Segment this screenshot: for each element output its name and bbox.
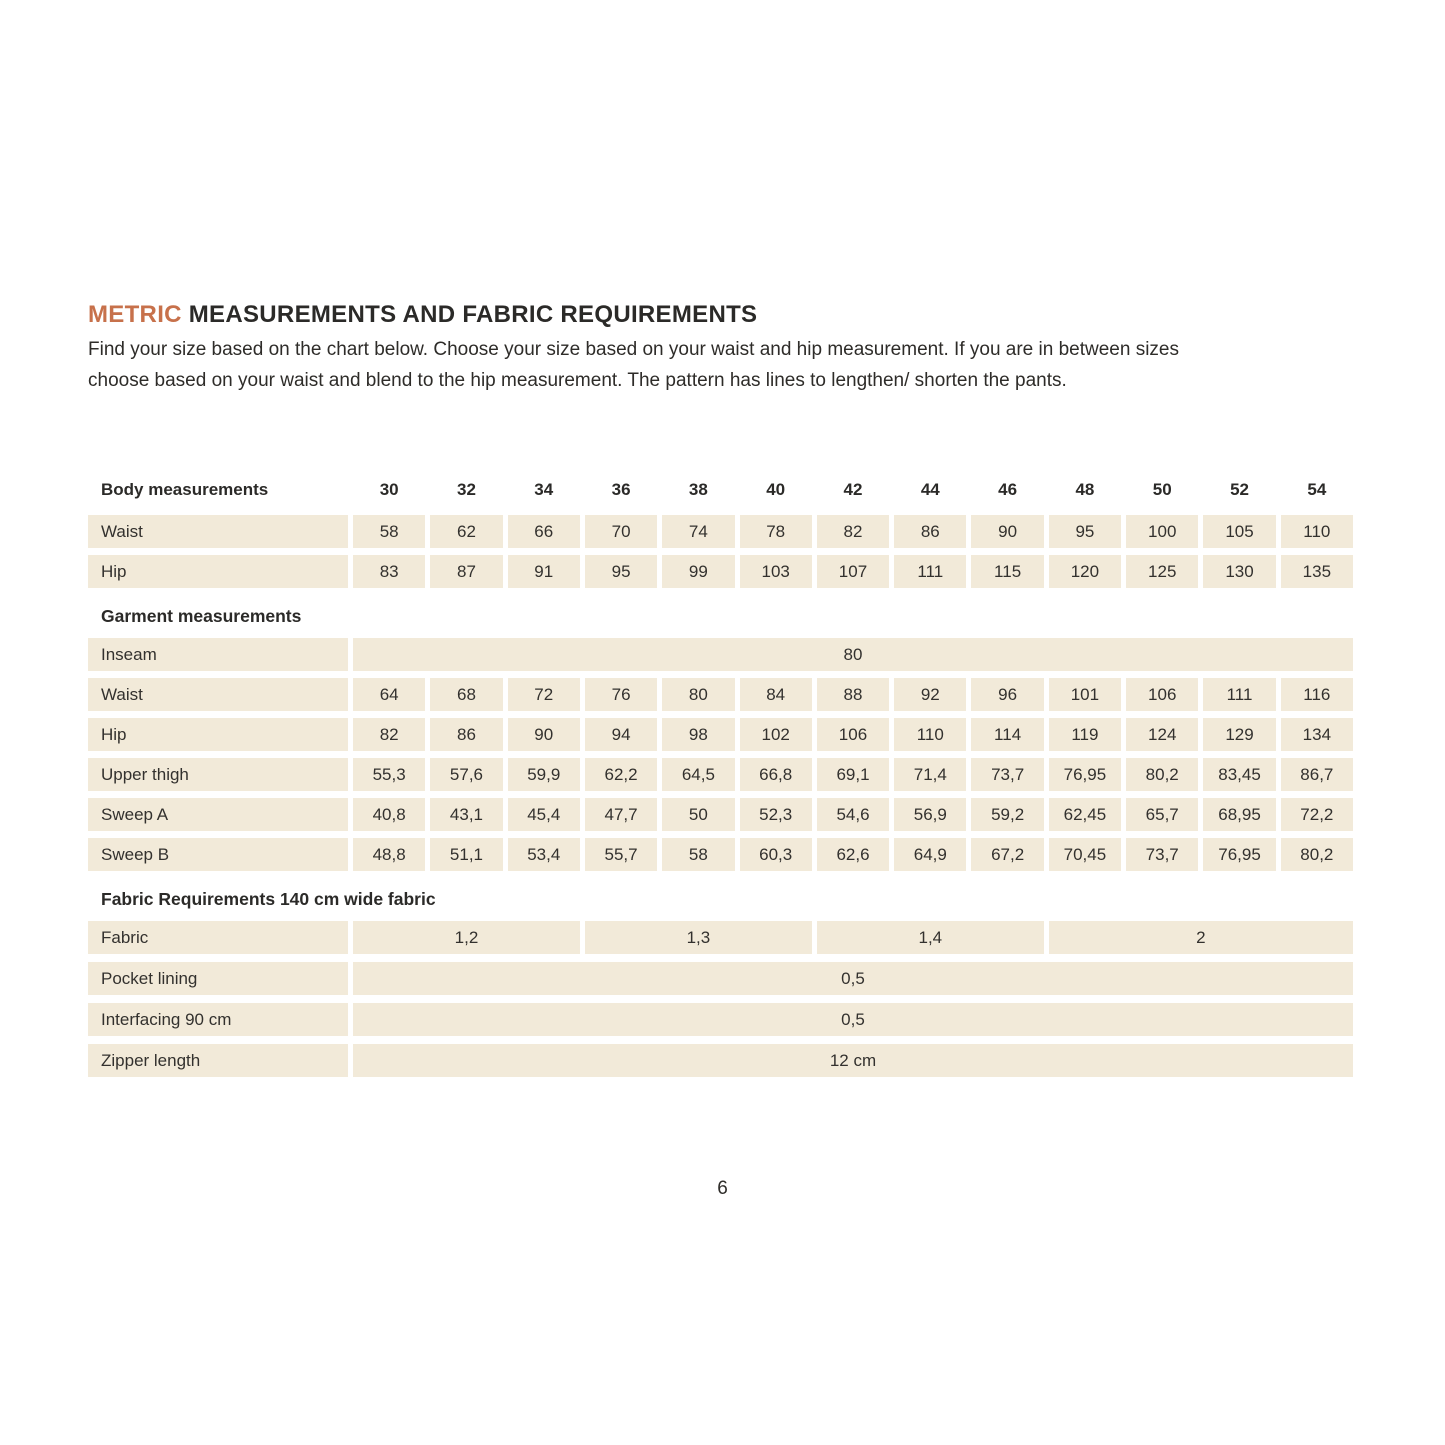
- value-cell: 111: [1203, 678, 1275, 711]
- size-cell: 44: [920, 480, 940, 499]
- size-cell: 48: [1075, 480, 1095, 499]
- size-cell: 38: [688, 480, 708, 499]
- value-cell: 86: [430, 718, 502, 751]
- value-cell: 70: [585, 515, 657, 548]
- value-cell: 129: [1203, 718, 1275, 751]
- value-cell: 59,9: [508, 758, 580, 791]
- table-row: [88, 515, 1353, 548]
- value-cell: 62: [430, 515, 502, 548]
- value-cell: 102: [740, 718, 812, 751]
- size-cell: 34: [534, 480, 554, 499]
- size-cell: 46: [998, 480, 1018, 499]
- value-cell: 82: [817, 515, 889, 548]
- value-cell: 64: [353, 678, 425, 711]
- value-cell: 115: [971, 555, 1043, 588]
- page-number: 6: [717, 1178, 728, 1199]
- row-label: Sweep A: [88, 798, 348, 831]
- row-label: Pocket lining: [88, 962, 348, 995]
- value-cell: 86: [894, 515, 966, 548]
- value-cell: 67,2: [971, 838, 1043, 871]
- value-cell: 69,1: [817, 758, 889, 791]
- value-cell: 74: [662, 515, 734, 548]
- value-cell: 68: [430, 678, 502, 711]
- value-cell: 62,2: [585, 758, 657, 791]
- value-cell: 48,8: [353, 838, 425, 871]
- sizes-header-row: [88, 475, 1353, 505]
- value-cell: 91: [508, 555, 580, 588]
- garment-section-header: Garment measurements: [101, 606, 302, 626]
- value-cell: 64,9: [894, 838, 966, 871]
- value-cell: 80,2: [1126, 758, 1198, 791]
- value-cell-span: 0,5: [353, 1003, 1353, 1036]
- value-cell: 98: [662, 718, 734, 751]
- value-cell: 100: [1126, 515, 1198, 548]
- value-cell: 76,95: [1203, 838, 1275, 871]
- value-cell: 105: [1203, 515, 1275, 548]
- value-cell: 106: [817, 718, 889, 751]
- table-row: [88, 921, 1353, 954]
- table-row: [88, 962, 1353, 995]
- value-cell: 84: [740, 678, 812, 711]
- value-cell: 78: [740, 515, 812, 548]
- table-row: [88, 718, 1353, 751]
- size-cell: 32: [456, 480, 476, 499]
- row-label: Interfacing 90 cm: [88, 1003, 348, 1036]
- value-cell: 111: [894, 555, 966, 588]
- value-cell: 50: [662, 798, 734, 831]
- table-row: [88, 678, 1353, 711]
- value-cell: 83,45: [1203, 758, 1275, 791]
- value-cell: 72: [508, 678, 580, 711]
- fabric-section-header: Fabric Requirements 140 cm wide fabric: [101, 889, 436, 909]
- table-row: [88, 838, 1353, 871]
- value-cell-span: 80: [353, 638, 1353, 671]
- value-cell: 65,7: [1126, 798, 1198, 831]
- value-cell: 58: [662, 838, 734, 871]
- body-measurement-rows: [88, 515, 1353, 588]
- value-cell: 76: [585, 678, 657, 711]
- value-cell: 87: [430, 555, 502, 588]
- value-cell: 116: [1281, 678, 1353, 711]
- value-cell: 68,95: [1203, 798, 1275, 831]
- value-cell: 59,2: [971, 798, 1043, 831]
- value-cell-span: 12 cm: [353, 1044, 1353, 1077]
- value-cell: 96: [971, 678, 1043, 711]
- value-cell: 53,4: [508, 838, 580, 871]
- value-cell: 45,4: [508, 798, 580, 831]
- value-cell-span: 1,3: [585, 921, 812, 954]
- value-cell: 57,6: [430, 758, 502, 791]
- value-cell: 76,95: [1049, 758, 1121, 791]
- value-cell: 72,2: [1281, 798, 1353, 831]
- value-cell: 110: [894, 718, 966, 751]
- value-cell: 51,1: [430, 838, 502, 871]
- size-cell: 40: [766, 480, 786, 499]
- value-cell: 135: [1281, 555, 1353, 588]
- table-row: [88, 758, 1353, 791]
- value-cell: 83: [353, 555, 425, 588]
- value-cell: 58: [353, 515, 425, 548]
- value-cell-span: 1,2: [353, 921, 580, 954]
- size-cell: 30: [379, 480, 399, 499]
- table-row: [88, 555, 1353, 588]
- value-cell: 73,7: [1126, 838, 1198, 871]
- garment-measurement-rows: [88, 638, 1353, 871]
- value-cell: 88: [817, 678, 889, 711]
- value-cell: 73,7: [971, 758, 1043, 791]
- value-cell: 62,45: [1049, 798, 1121, 831]
- intro-line-1: Find your size based on the chart below. Choose your size based on your waist and hip measurement. If you are in between sizes: [88, 339, 1179, 360]
- page-title: [88, 301, 1353, 329]
- value-cell: 40,8: [353, 798, 425, 831]
- value-cell: 95: [1049, 515, 1121, 548]
- value-cell: 82: [353, 718, 425, 751]
- value-cell: 64,5: [662, 758, 734, 791]
- title-highlight: METRIC: [88, 301, 182, 328]
- value-cell: 125: [1126, 555, 1198, 588]
- value-cell: 60,3: [740, 838, 812, 871]
- value-cell: 95: [585, 555, 657, 588]
- value-cell-span: 2: [1049, 921, 1353, 954]
- value-cell: 134: [1281, 718, 1353, 751]
- row-label: Waist: [88, 678, 348, 711]
- value-cell: 80,2: [1281, 838, 1353, 871]
- intro-line-2: choose based on your waist and blend to the hip measurement. The pattern has lines to lengthen/ shorten the pants.: [88, 370, 1067, 391]
- title-rest: MEASUREMENTS AND FABRIC REQUIREMENTS: [181, 301, 758, 328]
- value-cell: 130: [1203, 555, 1275, 588]
- row-label: Hip: [88, 718, 348, 751]
- value-cell-span: 0,5: [353, 962, 1353, 995]
- value-cell: 56,9: [894, 798, 966, 831]
- value-cell: 92: [894, 678, 966, 711]
- value-cell: 71,4: [894, 758, 966, 791]
- value-cell: 120: [1049, 555, 1121, 588]
- size-cell: 42: [843, 480, 863, 499]
- value-cell: 114: [971, 718, 1043, 751]
- value-cell: 70,45: [1049, 838, 1121, 871]
- row-label: Fabric: [88, 921, 348, 954]
- value-cell: 110: [1281, 515, 1353, 548]
- value-cell: 62,6: [817, 838, 889, 871]
- value-cell: 99: [662, 555, 734, 588]
- value-cell: 54,6: [817, 798, 889, 831]
- row-label: Upper thigh: [88, 758, 348, 791]
- value-cell: 94: [585, 718, 657, 751]
- value-cell: 106: [1126, 678, 1198, 711]
- size-cell: 36: [611, 480, 631, 499]
- value-cell: 90: [971, 515, 1043, 548]
- value-cell: 119: [1049, 718, 1121, 751]
- row-label: Hip: [88, 555, 348, 588]
- value-cell: 43,1: [430, 798, 502, 831]
- measurement-table: [88, 475, 1353, 1077]
- value-cell: 124: [1126, 718, 1198, 751]
- intro-text: [88, 334, 1353, 396]
- value-cell: 86,7: [1281, 758, 1353, 791]
- table-row: [88, 1003, 1353, 1036]
- size-cell: 50: [1152, 480, 1172, 499]
- value-cell: 80: [662, 678, 734, 711]
- row-label: Waist: [88, 515, 348, 548]
- value-cell: 103: [740, 555, 812, 588]
- value-cell: 66,8: [740, 758, 812, 791]
- value-cell: 66: [508, 515, 580, 548]
- row-label: Sweep B: [88, 838, 348, 871]
- row-label: Zipper length: [88, 1044, 348, 1077]
- value-cell: 52,3: [740, 798, 812, 831]
- table-row: [88, 798, 1353, 831]
- value-cell: 90: [508, 718, 580, 751]
- value-cell: 55,7: [585, 838, 657, 871]
- fabric-requirement-rows: [88, 921, 1353, 1077]
- value-cell: 47,7: [585, 798, 657, 831]
- size-cell: 52: [1230, 480, 1249, 499]
- row-label: Inseam: [88, 638, 348, 671]
- sizes-header-label: Body measurements: [101, 480, 269, 499]
- value-cell: 55,3: [353, 758, 425, 791]
- table-row: [88, 638, 1353, 671]
- value-cell: 107: [817, 555, 889, 588]
- size-cell: 54: [1307, 480, 1327, 499]
- page-content: [88, 301, 1353, 1085]
- value-cell-span: 1,4: [817, 921, 1044, 954]
- table-row: [88, 1044, 1353, 1077]
- value-cell: 101: [1049, 678, 1121, 711]
